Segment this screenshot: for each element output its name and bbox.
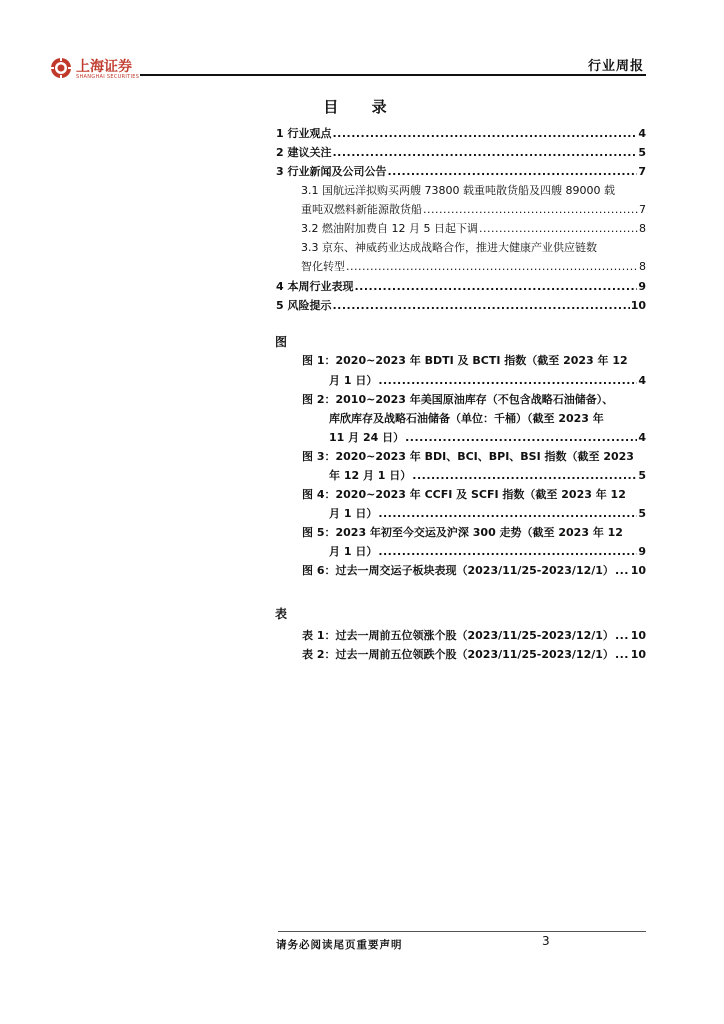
figure-entry-page: 4: [638, 431, 646, 444]
figure-entry[interactable]: [329, 544, 646, 560]
toc-entry-page: 7: [638, 165, 646, 178]
header-divider: [140, 74, 646, 76]
toc-entry[interactable]: [301, 202, 646, 218]
toc-entry-label-line1[interactable]: 3.1 国航远洋拟购买两艘 73800 载重吨散货船及四艘 89000 载: [301, 184, 615, 197]
figure-entry-page: 9: [638, 545, 646, 558]
figure-entry-page: 5: [638, 469, 646, 482]
toc-entry-label: 4 本周行业表现: [276, 280, 354, 293]
toc-entry[interactable]: [276, 145, 646, 161]
toc-entry[interactable]: [276, 279, 646, 295]
logo-name-en: SHANGHAI SECURITIES: [76, 74, 140, 80]
toc-entry-page: 7: [639, 203, 646, 216]
toc-entry-page: 8: [639, 222, 646, 235]
toc-entry-page: 9: [638, 280, 646, 293]
figure-entry-page: 5: [638, 507, 646, 520]
figure-entry-label-line1[interactable]: 图 5：2023 年初至今交运及沪深 300 走势（截至 2023 年 12: [302, 526, 623, 539]
figure-entry[interactable]: [329, 468, 646, 484]
toc-entry[interactable]: [301, 221, 646, 237]
figure-entry-page: 4: [638, 374, 646, 387]
toc-entry-label-line1[interactable]: 3.3 京东、神威药业达成战略合作，推进大健康产业供应链数: [301, 241, 597, 254]
toc-entry[interactable]: [276, 298, 646, 314]
figure-entry-label-line1[interactable]: 图 3：2020~2023 年 BDI、BCI、BPI、BSI 指数（截至 2023: [302, 450, 634, 463]
figure-entry-label: 图 6：过去一周交运子板块表现（2023/11/25-2023/12/1）: [302, 564, 614, 577]
toc-entry-label: 3.2 燃油附加费自 12 月 5 日起下调: [301, 222, 478, 235]
table-entry-label: 表 2：过去一周前五位领跌个股（2023/11/25-2023/12/1）: [302, 648, 614, 661]
figure-entry[interactable]: [329, 430, 646, 446]
report-type: 行业周报: [587, 59, 644, 74]
toc-entry-label-line2: 智化转型: [301, 260, 345, 273]
figure-entry-label-line2: 月 1 日）: [329, 545, 378, 558]
table-entry-label: 表 1：过去一周前五位领涨个股（2023/11/25-2023/12/1）: [302, 629, 614, 642]
footer-disclaimer-note: 请务必阅读尾页重要声明: [276, 939, 403, 951]
toc-entry-page: 10: [630, 299, 646, 312]
table-entry[interactable]: [302, 647, 646, 663]
figure-entry-label-line1[interactable]: 图 2：2010~2023 年美国原油库存（不包含战略石油储备）、: [302, 393, 614, 406]
toc-entry[interactable]: [276, 126, 646, 142]
toc-entry-page: 4: [638, 127, 646, 140]
figure-entry[interactable]: [329, 373, 646, 389]
figure-entry-label-line2: 11 月 24 日）: [329, 431, 405, 444]
figure-entry[interactable]: [329, 506, 646, 522]
company-logo: [48, 54, 138, 84]
figure-entry-label-line1b[interactable]: 库欣库存及战略石油储备（单位：千桶）（截至 2023 年: [329, 412, 604, 425]
toc-entry-page: 8: [639, 260, 646, 273]
figures-heading: 图: [275, 335, 288, 349]
toc-entry[interactable]: [276, 164, 646, 180]
toc-title: 目 录: [323, 98, 401, 116]
toc-entry[interactable]: [301, 259, 646, 275]
figure-entry-label-line1[interactable]: 图 4：2020~2023 年 CCFI 及 SCFI 指数（截至 2023 年 12: [302, 488, 626, 501]
page-number: 3: [542, 934, 550, 948]
toc-entry-label-line2: 重吨双燃料新能源散货船: [301, 203, 422, 216]
tables-heading: 表: [275, 607, 288, 621]
figure-entry[interactable]: [302, 563, 646, 579]
footer-divider: [278, 931, 646, 932]
logo-emblem-icon: [50, 57, 72, 79]
figure-entry-label-line1[interactable]: 图 1：2020~2023 年 BDTI 及 BCTI 指数（截至 2023 年 12: [302, 354, 628, 367]
table-entry-page: 10: [630, 648, 646, 661]
toc-entry-label: 5 风险提示: [276, 299, 332, 312]
logo-name-cn: 上海证券: [76, 59, 132, 75]
figure-entry-label-line2: 年 12 月 1 日）: [329, 469, 412, 482]
figure-entry-page: 10: [630, 564, 646, 577]
toc-entry-page: 5: [638, 146, 646, 159]
table-entry-page: 10: [630, 629, 646, 642]
table-entry[interactable]: [302, 628, 646, 644]
toc-entry-label: 2 建议关注: [276, 146, 332, 159]
toc-entry-label: 1 行业观点: [276, 127, 332, 140]
toc-entry-label: 3 行业新闻及公司公告: [276, 165, 387, 178]
figure-entry-label-line2: 月 1 日）: [329, 374, 378, 387]
figure-entry-label-line2: 月 1 日）: [329, 507, 378, 520]
